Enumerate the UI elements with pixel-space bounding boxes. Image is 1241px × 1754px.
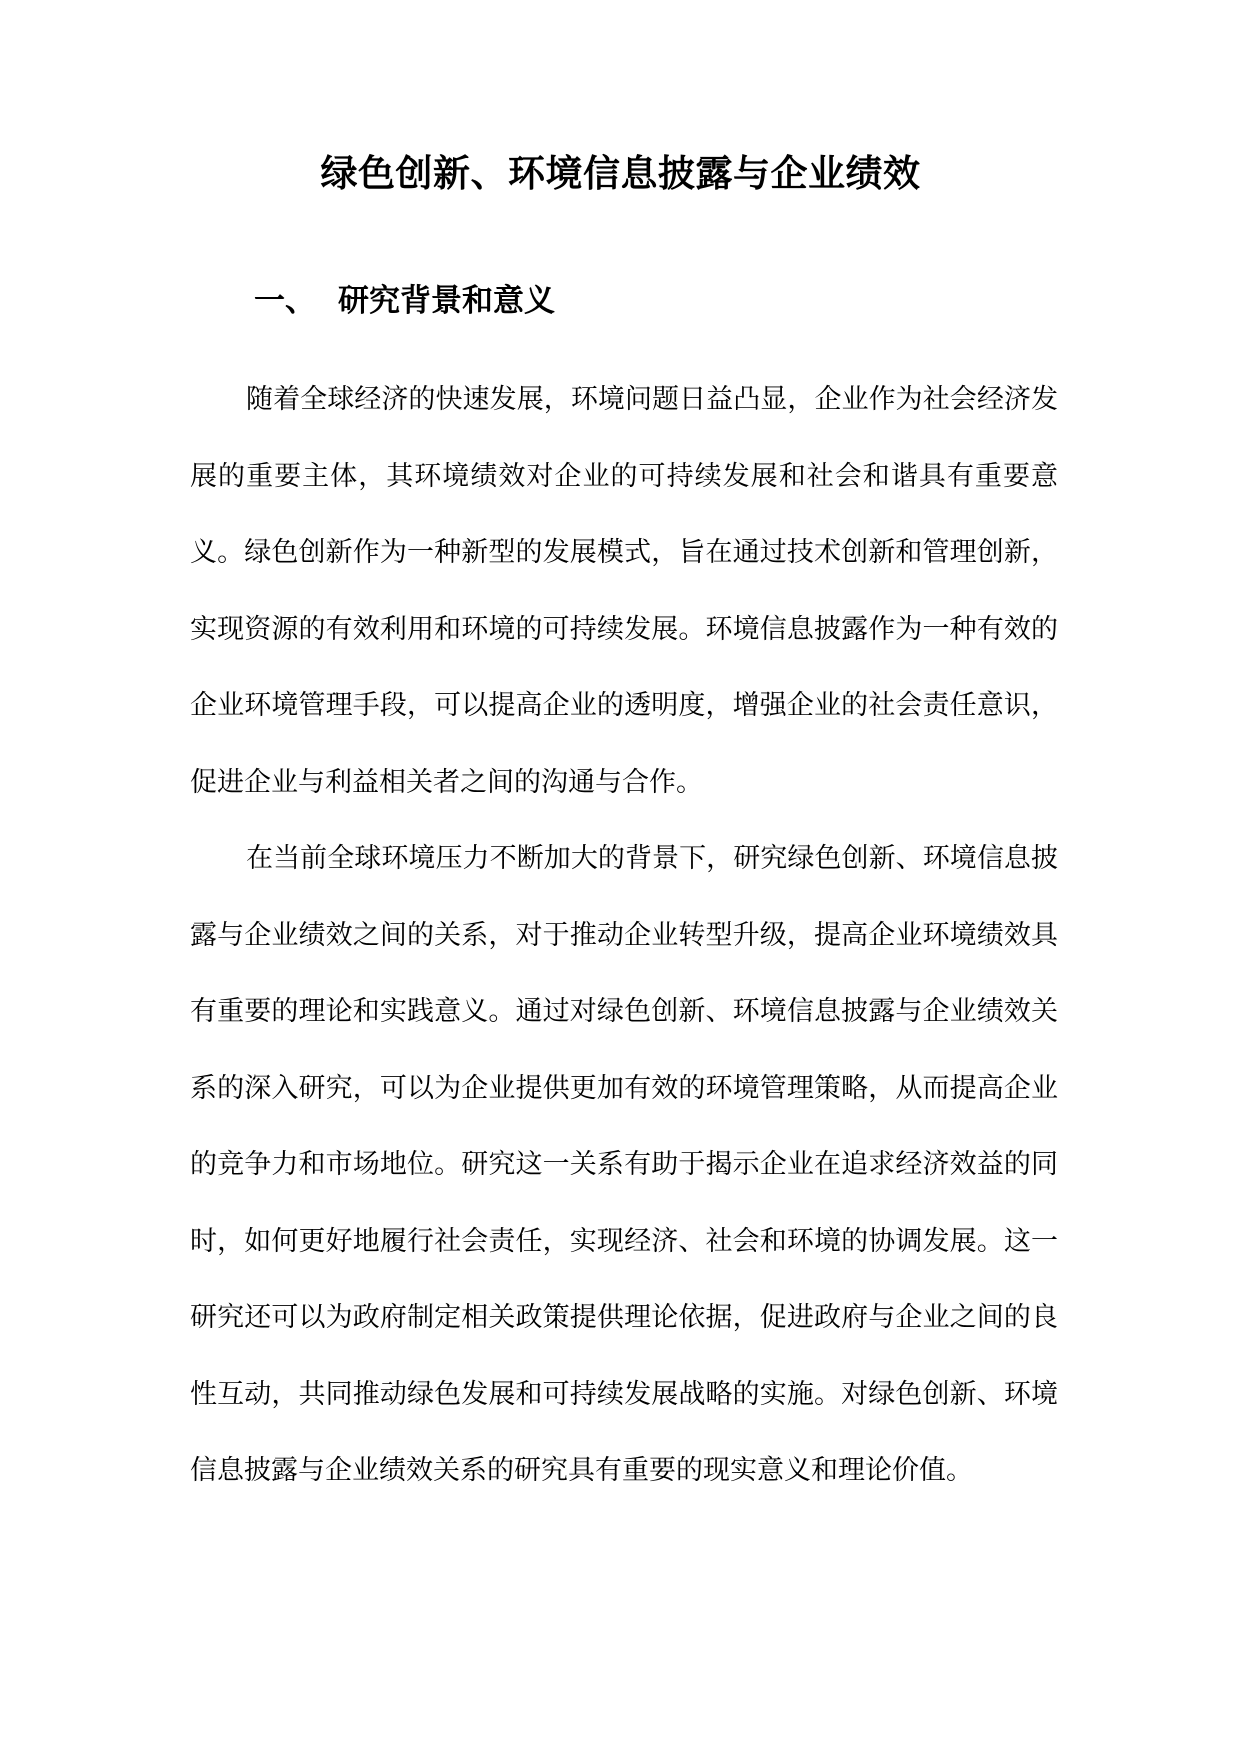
section-number: 一、 bbox=[254, 283, 316, 319]
paragraph-1: 随着全球经济的快速发展，环境问题日益凸显，企业作为社会经济发展的重要主体，其环境绩效对企业的可持续发展和社会和谐具有重要意义。绿色创新作为一种新型的发展模式，旨在通过技术创新和管理创新，实现资源的有效利用和环境的可持续发展。环境信息披露作为一种有效的企业环境管理手段，可以提高企业的透明度，增强企业的社会责任意识，促进企业与利益相关者之间的沟通与合作。 bbox=[190, 384, 1058, 798]
paragraph-2: 在当前全球环境压力不断加大的背景下，研究绿色创新、环境信息披露与企业绩效之间的关系，对于推动企业转型升级，提高企业环境绩效具有重要的理论和实践意义。通过对绿色创新、环境信息披露与企业绩效关系的深入研究，可以为企业提供更加有效的环境管理策略，从而提高企业的竞争力和市场地位。研究这一关系有助于揭示企业在追求经济效益的同时，如何更好地履行社会责任，实现经济、社会和环境的协调发展。这一研究还可以为政府制定相关政策提供理论依据，促进政府与企业之间的良性互动，共同推动绿色发展和可持续发展战略的实施。对绿色创新、环境信息披露与企业绩效关系的研究具有重要的现实意义和理论价值。 bbox=[190, 843, 1058, 1486]
document-body bbox=[190, 362, 1058, 1510]
document-title: 绿色创新、环境信息披露与企业绩效 bbox=[320, 152, 921, 195]
section-title: 研究背景和意义 bbox=[338, 283, 555, 319]
section-heading bbox=[254, 278, 555, 324]
